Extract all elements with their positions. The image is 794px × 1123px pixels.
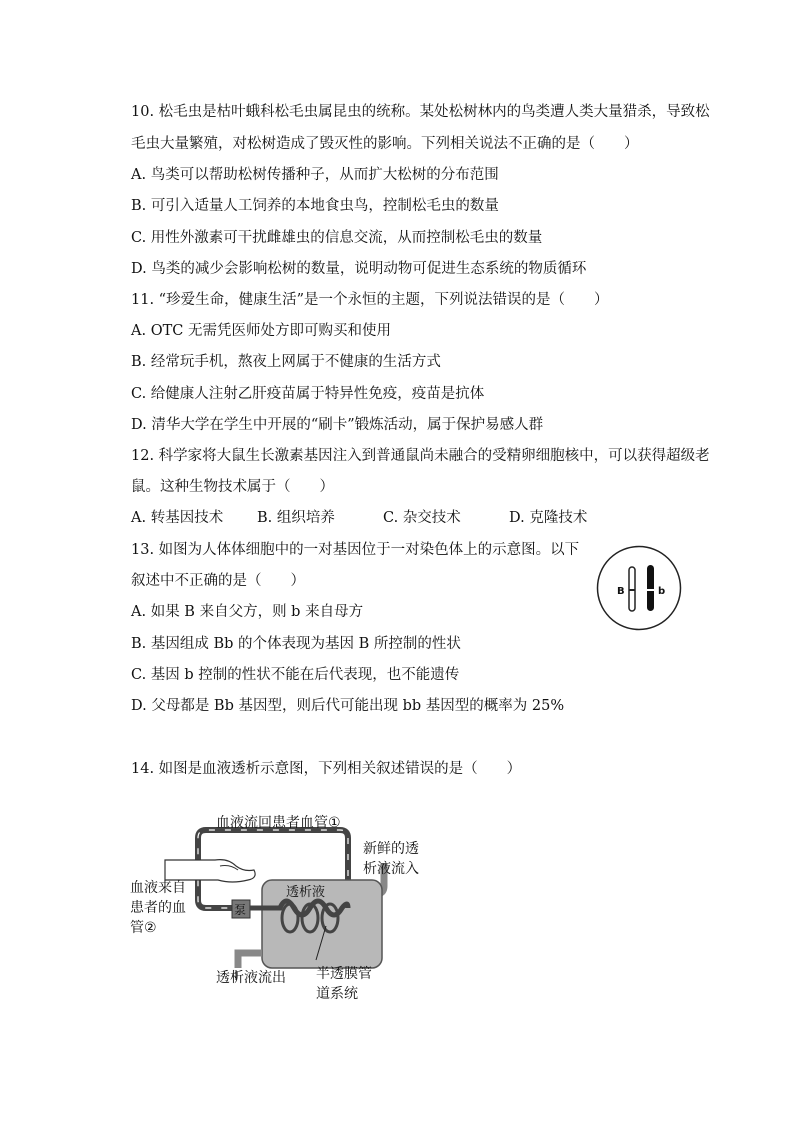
label-blood-source-2: 患者的血 xyxy=(130,900,186,916)
q10-option-d: D. 鸟类的减少会影响松树的数量，说明动物可促进生态系统的物质循环 xyxy=(131,261,587,277)
label-fresh-dialysate-1: 新鲜的透 xyxy=(363,841,419,857)
q10-option-c: C. 用性外激素可干扰雌雄虫的信息交流，从而控制松毛虫的数量 xyxy=(131,230,543,246)
chromosome-right xyxy=(647,565,654,611)
q14-stem: 14. 如图是血液透析示意图，下列相关叙述错误的是（ ） xyxy=(131,761,522,777)
q12-options xyxy=(131,508,587,528)
q10-stem-line1: 10. 松毛虫是枯叶蛾科松毛虫属昆虫的统称。某处松树林内的鸟类遭人类大量猎杀，导致松 xyxy=(131,104,710,120)
gene-label-b-lower: b xyxy=(658,586,666,597)
q13-option-d: D. 父母都是 Bb 基因型，则后代可能出现 bb 基因型的概率为 25% xyxy=(131,698,565,714)
q12-option-b: B. 组织培养 xyxy=(257,510,335,526)
q12-option-c: C. 杂交技术 xyxy=(383,510,461,526)
q12-option-d: D. 克隆技术 xyxy=(509,510,588,526)
pump-label: 泵 xyxy=(234,903,247,917)
q11-option-d: D. 清华大学在学生中开展的“刷卡”锻炼活动，属于保护易感人群 xyxy=(131,417,544,433)
q11-stem: 11. “珍爱生命，健康生活”是一个永恒的主题，下列说法错误的是（ ） xyxy=(131,292,609,308)
dialysate-outlet-pipe xyxy=(238,953,262,968)
q13-stem-line2: 叙述中不正确的是（ ） xyxy=(131,573,305,589)
chromosome-pair-figure xyxy=(596,545,682,631)
figure-circle xyxy=(598,547,681,630)
label-dialysate-out: 透析液流出 xyxy=(216,970,286,986)
q10-stem-line2: 毛虫大量繁殖，对松树造成了毁灭性的影响。下列相关说法不正确的是（ ） xyxy=(131,136,639,152)
q11-option-b: B. 经常玩手机，熬夜上网属于不健康的生活方式 xyxy=(131,354,441,370)
q10-option-a: A. 鸟类可以帮助松树传播种子，从而扩大松树的分布范围 xyxy=(131,167,499,183)
q11-option-c: C. 给健康人注射乙肝疫苗属于特异性免疫，疫苗是抗体 xyxy=(131,386,485,402)
q12-option-a: A. 转基因技术 xyxy=(131,510,224,526)
q13-option-a: A. 如果 B 来自父方，则 b 来自母方 xyxy=(131,604,364,620)
label-blood-return: 血液流回患者血管① xyxy=(216,815,341,831)
q12-stem-line1: 12. 科学家将大鼠生长激素基因注入到普通鼠尚未融合的受精卵细胞核中，可以获得超级老 xyxy=(131,448,710,464)
q12-stem-line2: 鼠。这种生物技术属于（ ） xyxy=(131,479,334,495)
q10-option-b: B. 可引入适量人工饲养的本地食虫鸟，控制松毛虫的数量 xyxy=(131,198,499,214)
label-membrane-1: 半透膜管 xyxy=(316,966,372,982)
q13-option-b: B. 基因组成 Bb 的个体表现为基因 B 所控制的性状 xyxy=(131,636,461,652)
label-blood-source-3: 管② xyxy=(130,920,157,936)
label-membrane-2: 道系统 xyxy=(316,986,358,1002)
q13-stem-line1: 13. 如图为人体体细胞中的一对基因位于一对染色体上的示意图。以下 xyxy=(131,542,580,558)
dialysate-label: 透析液 xyxy=(286,885,326,900)
gene-label-b-upper: B xyxy=(617,586,625,597)
label-fresh-dialysate-2: 析液流入 xyxy=(363,861,419,877)
label-blood-source-1: 血液来自 xyxy=(130,880,186,896)
q11-option-a: A. OTC 无需凭医师处方即可购买和使用 xyxy=(131,323,391,339)
q13-option-c: C. 基因 b 控制的性状不能在后代表现，也不能遗传 xyxy=(131,667,460,683)
